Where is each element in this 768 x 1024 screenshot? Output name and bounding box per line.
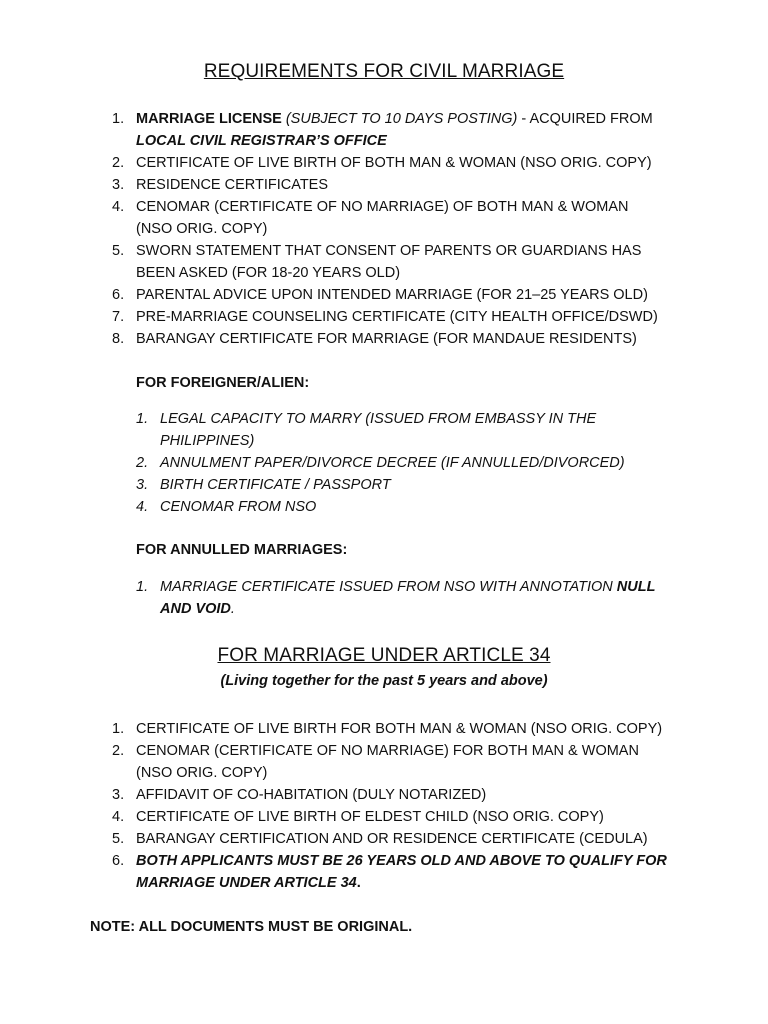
- item-text-line2: PHILIPPINES): [160, 433, 255, 449]
- item-number: 1.: [136, 579, 149, 595]
- list-item: [112, 828, 712, 850]
- item-number: 3.: [112, 177, 125, 193]
- item-text: CERTIFICATE OF LIVE BIRTH OF BOTH MAN & WOMAN (NSO ORIG. COPY): [136, 155, 652, 171]
- list-item: [112, 806, 712, 828]
- item-text: CERTIFICATE OF LIVE BIRTH OF ELDEST CHILD (NSO ORIG. COPY): [136, 809, 604, 825]
- item-number: 4.: [112, 199, 125, 215]
- item-number: 2.: [112, 155, 125, 171]
- item-number: 1.: [112, 721, 125, 737]
- item-text-end: .: [230, 601, 235, 617]
- item-number: 7.: [112, 309, 125, 325]
- list-item: [136, 576, 696, 620]
- item-number: 2.: [136, 455, 149, 471]
- item-text-line2: (NSO ORIG. COPY): [136, 221, 268, 237]
- item-bold-italic-text: LOCAL CIVIL REGISTRAR’S OFFICE: [136, 133, 387, 149]
- item-text: CENOMAR (CERTIFICATE OF NO MARRIAGE) FOR BOTH MAN & WOMAN: [136, 743, 639, 759]
- item-bold-italic-text: BOTH APPLICANTS MUST BE 26 YEARS OLD AND ABOVE TO QUALIFY FOR: [136, 853, 667, 869]
- item-number: 4.: [112, 809, 125, 825]
- item-text: AFFIDAVIT OF CO-HABITATION (DULY NOTARIZED): [136, 787, 487, 803]
- item-number: 6.: [112, 853, 125, 869]
- item-number: 2.: [112, 743, 125, 759]
- item-text: PRE-MARRIAGE COUNSELING CERTIFICATE (CITY HEALTH OFFICE/DSWD): [136, 309, 658, 325]
- item-text: BIRTH CERTIFICATE / PASSPORT: [160, 477, 391, 493]
- list-item: [112, 196, 712, 240]
- item-text: CENOMAR (CERTIFICATE OF NO MARRIAGE) OF BOTH MAN & WOMAN: [136, 199, 629, 215]
- list-item: [136, 452, 696, 474]
- item-text: BARANGAY CERTIFICATION AND OR RESIDENCE CERTIFICATE (CEDULA): [136, 831, 648, 847]
- item-italic-text: (SUBJECT TO 10 DAYS POSTING): [281, 111, 518, 127]
- item-bold-text: NULL: [612, 579, 656, 595]
- article34-subtitle: (Living together for the past 5 years and above): [220, 673, 548, 689]
- item-number: 1.: [136, 411, 149, 427]
- list-item: [136, 496, 696, 518]
- item-number: 1.: [112, 111, 125, 127]
- list-item: [112, 784, 712, 806]
- item-text: RESIDENCE CERTIFICATES: [136, 177, 329, 193]
- item-text-line2: BEEN ASKED (FOR 18-20 YEARS OLD): [136, 265, 401, 281]
- article34-list: [112, 718, 712, 894]
- list-item: [136, 474, 696, 496]
- item-text: LEGAL CAPACITY TO MARRY (ISSUED FROM EMBASSY IN THE: [160, 411, 597, 427]
- foreigner-heading: FOR FOREIGNER/ALIEN:: [136, 375, 310, 391]
- item-text: BARANGAY CERTIFICATE FOR MARRIAGE (FOR MANDAUE RESIDENTS): [136, 331, 637, 347]
- item-number: 3.: [112, 787, 125, 803]
- item-number: 4.: [136, 499, 149, 515]
- item-text: CENOMAR FROM NSO: [160, 499, 317, 515]
- item-text: - ACQUIRED FROM: [517, 111, 653, 127]
- item-bold-text: MARRIAGE LICENSE: [136, 111, 282, 127]
- foreigner-list: [136, 408, 696, 518]
- item-number: 3.: [136, 477, 149, 493]
- main-requirements-list: [112, 108, 712, 350]
- list-item: [112, 108, 712, 152]
- item-number: 5.: [112, 831, 125, 847]
- item-text: ANNULMENT PAPER/DIVORCE DECREE (IF ANNULLED/DIVORCED): [160, 455, 625, 471]
- annulled-heading: FOR ANNULLED MARRIAGES:: [136, 542, 348, 558]
- item-text: PARENTAL ADVICE UPON INTENDED MARRIAGE (FOR 21–25 YEARS OLD): [136, 287, 648, 303]
- item-bold-italic-text-line2: MARRIAGE UNDER ARTICLE 34: [136, 875, 357, 891]
- list-item: [112, 174, 712, 196]
- list-item: [112, 850, 712, 894]
- note-text: NOTE: ALL DOCUMENTS MUST BE ORIGINAL.: [90, 919, 413, 935]
- item-text: CERTIFICATE OF LIVE BIRTH FOR BOTH MAN & WOMAN (NSO ORIG. COPY): [136, 721, 663, 737]
- list-item: [112, 306, 712, 328]
- annulled-list: [136, 576, 696, 620]
- item-bold-text-line2: AND VOID: [160, 601, 231, 617]
- article34-title: FOR MARRIAGE UNDER ARTICLE 34: [217, 645, 551, 666]
- list-item: [112, 740, 712, 784]
- item-text-end: .: [356, 875, 361, 891]
- page-title: REQUIREMENTS FOR CIVIL MARRIAGE: [203, 61, 565, 82]
- list-item: [112, 152, 712, 174]
- list-item: [112, 718, 712, 740]
- item-number: 5.: [112, 243, 125, 259]
- list-item: [136, 408, 696, 452]
- item-text-line2: (NSO ORIG. COPY): [136, 765, 268, 781]
- item-text: MARRIAGE CERTIFICATE ISSUED FROM NSO WITH ANNOTATION: [160, 579, 613, 595]
- list-item: [112, 284, 712, 306]
- item-number: 6.: [112, 287, 125, 303]
- item-text: SWORN STATEMENT THAT CONSENT OF PARENTS OR GUARDIANS HAS: [136, 243, 642, 259]
- item-number: 8.: [112, 331, 125, 347]
- list-item: [112, 240, 712, 284]
- list-item: [112, 328, 712, 350]
